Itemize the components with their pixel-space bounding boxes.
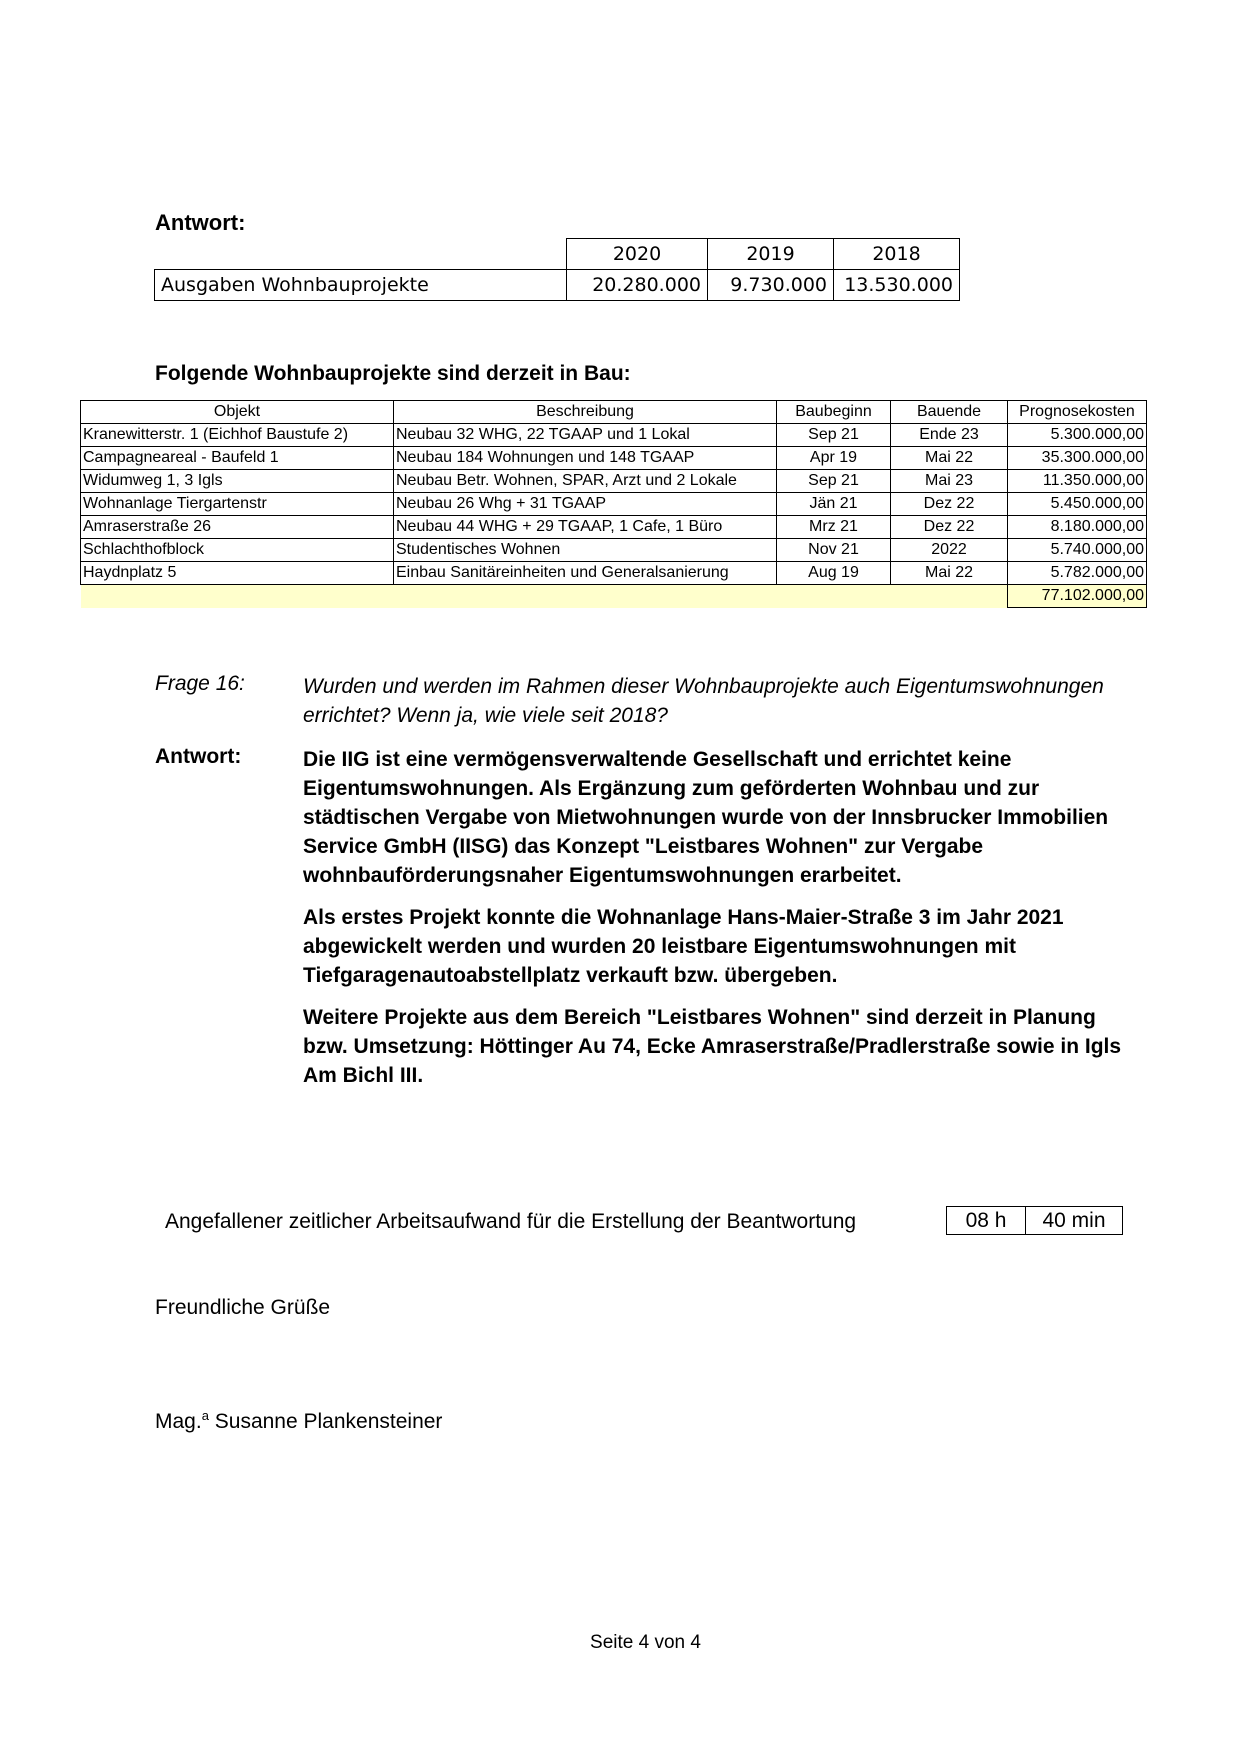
- column-header: Beschreibung: [394, 401, 777, 424]
- project-cell: Amraserstraße 26: [81, 516, 394, 539]
- expense-value: 20.280.000: [567, 270, 708, 301]
- expenses-row: [155, 270, 960, 301]
- answer-label: Antwort:: [155, 745, 242, 768]
- effort-box: [946, 1206, 1123, 1235]
- project-cell: 35.300.000,00: [1008, 447, 1147, 470]
- projects-heading: Folgende Wohnbauprojekte sind derzeit in Bau:: [155, 362, 631, 385]
- project-row: [81, 470, 1147, 493]
- greeting: Freundliche Grüße: [155, 1296, 331, 1319]
- project-cell: Mai 23: [891, 470, 1008, 493]
- expenses-table: [154, 238, 960, 301]
- project-cell: Dez 22: [891, 516, 1008, 539]
- project-cell: Haydnplatz 5: [81, 562, 394, 585]
- project-cell: Neubau 26 Whg + 31 TGAAP: [394, 493, 777, 516]
- project-cell: 5.782.000,00: [1008, 562, 1147, 585]
- project-cell: Dez 22: [891, 493, 1008, 516]
- project-row: [81, 562, 1147, 585]
- project-cell: Jän 21: [777, 493, 891, 516]
- project-cell: 5.450.000,00: [1008, 493, 1147, 516]
- column-header: Prognosekosten: [1008, 401, 1147, 424]
- year-header: 2019: [708, 239, 834, 270]
- column-header: Baubeginn: [777, 401, 891, 424]
- project-cell: Wohnanlage Tiergartenstr: [81, 493, 394, 516]
- project-cell: Neubau Betr. Wohnen, SPAR, Arzt und 2 Lokale: [394, 470, 777, 493]
- project-row: [81, 493, 1147, 516]
- total-sum: 77.102.000,00: [1008, 585, 1147, 608]
- effort-minutes: 40 min: [1026, 1207, 1123, 1235]
- project-cell: Kranewitterstr. 1 (Eichhof Baustufe 2): [81, 424, 394, 447]
- total-row: [81, 585, 1147, 608]
- project-row: [81, 447, 1147, 470]
- question-label: Frage 16:: [155, 672, 245, 695]
- project-cell: Campagneareal - Baufeld 1: [81, 447, 394, 470]
- project-row: [81, 424, 1147, 447]
- answer-paragraph: Als erstes Projekt konnte die Wohnanlage Hans-Maier-Straße 3 im Jahr 2021 abgewickelt werden und wurden 20 leistbare Eigentumswohnungen mit Tiefgaragenautoabstellplatz verkauft bzw. übergeben.: [303, 906, 1064, 987]
- expenses-row-label: Ausgaben Wohnbauprojekte: [155, 270, 567, 301]
- projects-header-row: [81, 401, 1147, 424]
- year-header: 2018: [834, 239, 960, 270]
- answer-paragraph: Weitere Projekte aus dem Bereich "Leistbares Wohnen" sind derzeit in Planung bzw. Umsetzung: Höttinger Au 74, Ecke Amraserstraße/Pradlerstraße sowie in Igls Am Bichl III.: [303, 1006, 1122, 1087]
- signature-title: Mag.: [155, 1410, 202, 1433]
- signature: [155, 1408, 442, 1434]
- year-header: 2020: [567, 239, 708, 270]
- signature-name: Susanne Plankensteiner: [214, 1410, 443, 1433]
- project-cell: Sep 21: [777, 424, 891, 447]
- project-cell: Schlachthofblock: [81, 539, 394, 562]
- project-cell: 8.180.000,00: [1008, 516, 1147, 539]
- signature-title-sup: a: [201, 1408, 209, 1423]
- effort-label: Angefallener zeitlicher Arbeitsaufwand für die Erstellung der Beantwortung: [165, 1210, 857, 1233]
- project-cell: Mai 22: [891, 447, 1008, 470]
- project-cell: Einbau Sanitäreinheiten und Generalsanierung: [394, 562, 777, 585]
- project-cell: 2022: [891, 539, 1008, 562]
- project-row: [81, 539, 1147, 562]
- project-cell: 11.350.000,00: [1008, 470, 1147, 493]
- project-cell: Ende 23: [891, 424, 1008, 447]
- project-cell: Neubau 44 WHG + 29 TGAAP, 1 Cafe, 1 Büro: [394, 516, 777, 539]
- project-cell: Neubau 32 WHG, 22 TGAAP und 1 Lokal: [394, 424, 777, 447]
- page-footer: Seite 4 von 4: [590, 1632, 701, 1653]
- project-cell: Sep 21: [777, 470, 891, 493]
- expense-value: 9.730.000: [708, 270, 834, 301]
- answer-heading: Antwort:: [155, 210, 246, 235]
- project-cell: Neubau 184 Wohnungen und 148 TGAAP: [394, 447, 777, 470]
- project-cell: Mai 22: [891, 562, 1008, 585]
- project-cell: 5.740.000,00: [1008, 539, 1147, 562]
- project-cell: Studentisches Wohnen: [394, 539, 777, 562]
- project-cell: Nov 21: [777, 539, 891, 562]
- column-header: Bauende: [891, 401, 1008, 424]
- project-cell: Mrz 21: [777, 516, 891, 539]
- answer-paragraph: Die IIG ist eine vermögensverwaltende Gesellschaft und errichtet keine Eigentumswohnungen. Als Ergänzung zum geförderten Wohnbau und zur städtischen Vergabe von Mietwohnungen wurde von der Innsbrucker Immobilien Service GmbH (IISG) das Konzept "Leistbares Wohnen" zur Vergabe wohnbauförderungsnaher Eigentumswohnungen erarbeitet.: [303, 748, 1109, 887]
- project-cell: Apr 19: [777, 447, 891, 470]
- expense-value: 13.530.000: [834, 270, 960, 301]
- project-cell: Aug 19: [777, 562, 891, 585]
- question-text: Wurden und werden im Rahmen dieser Wohnbauprojekte auch Eigentumswohnungen errichtet? Wenn ja, wie viele seit 2018?: [303, 675, 1104, 727]
- column-header: Objekt: [81, 401, 394, 424]
- project-row: [81, 516, 1147, 539]
- project-cell: 5.300.000,00: [1008, 424, 1147, 447]
- projects-table: [80, 400, 1147, 608]
- effort-hours: 08 h: [947, 1207, 1026, 1235]
- expenses-header-row: [155, 239, 960, 270]
- project-cell: Widumweg 1, 3 Igls: [81, 470, 394, 493]
